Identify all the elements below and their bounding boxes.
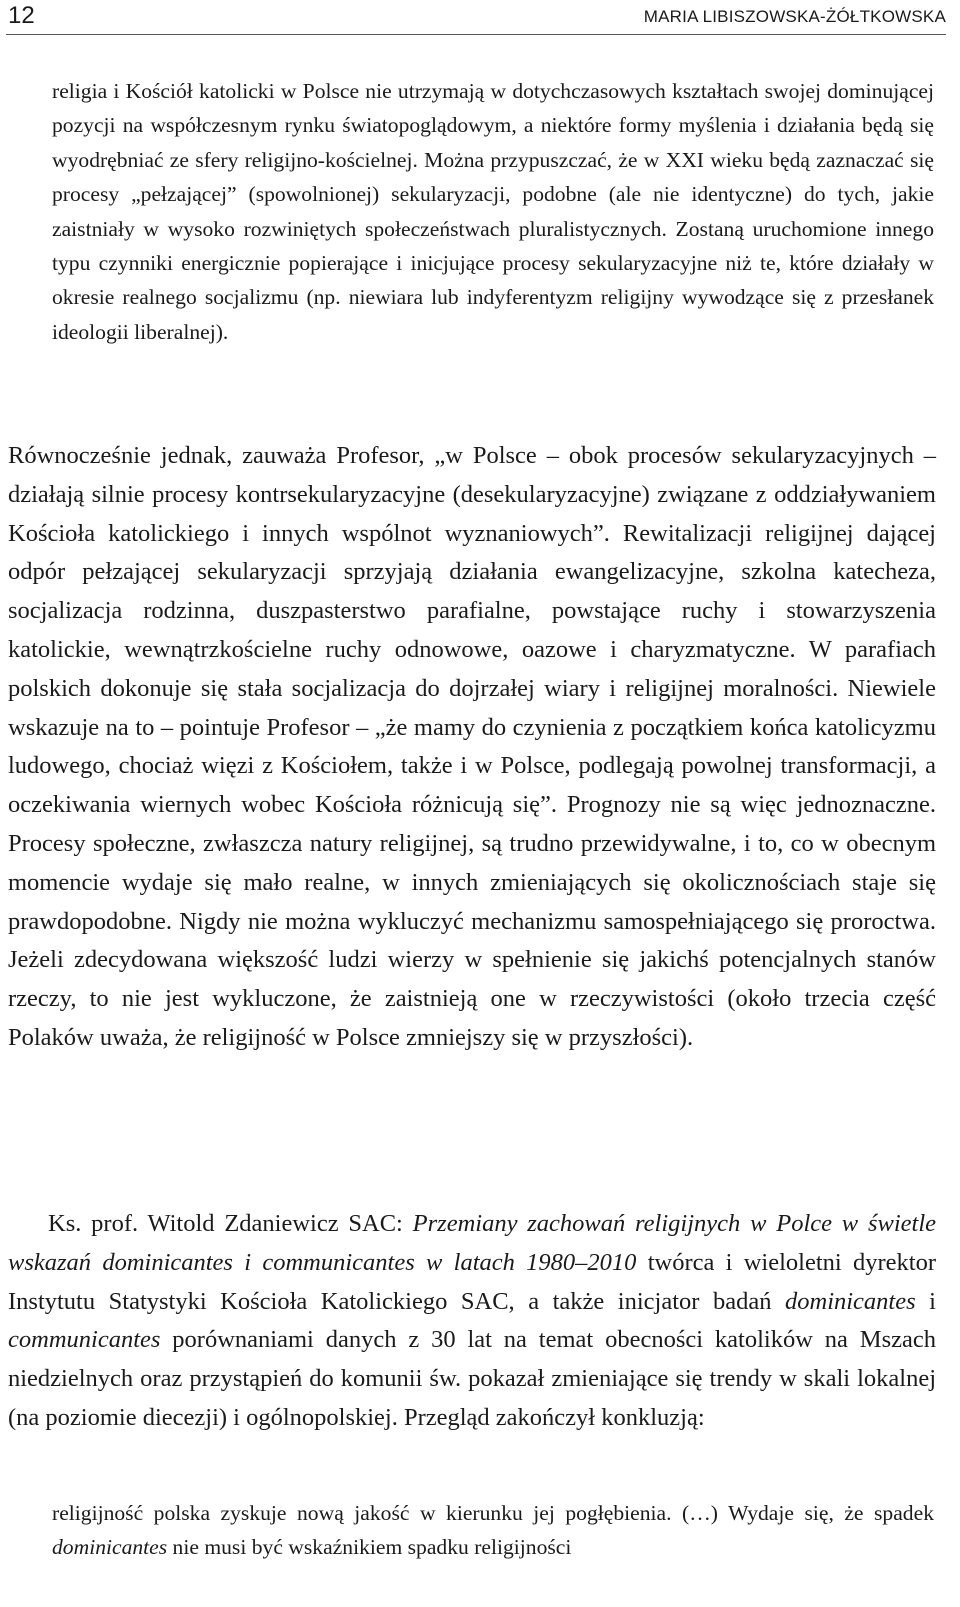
body-paragraph-1 [8, 437, 936, 1058]
quote-2-term-dominicantes: dominicantes [52, 1535, 168, 1560]
running-head-author: MARIA LIBISZOWSKA-ŻÓŁTKOWSKA [643, 7, 946, 26]
author-intro: Ks. prof. Witold Zdaniewicz SAC: [48, 1210, 413, 1237]
quote-2-part-2: nie musi być wskaźnikiem spadku religijności [167, 1535, 572, 1560]
block-quote-1-text: religia i Kościół katolicki w Polsce nie utrzymają w dotychczasowych kształtach swojej dominującej pozycji na współczesnym rynku światopoglądowym, a niektóre formy myślenia i działania będą się wyodrębniać ze sfery religijno-kościelnej. Można przypuszczać, że w XXI wieku będą zaznaczać się procesy „pełzającej” (spowolnionej) sekularyzacji, podobne (ale nie identyczne) do tych, jakie zaistniały w wysoko rozwiniętych społeczeństwach pluralistycznych. Zostaną uruchomione innego typu czynniki energicznie popierające i inicjujące procesy sekularyzacyjne niż te, które działały w okresie realnego socjalizmu (np. niewiara lub indyferentyzm religijny wywodzące się z przesłanek ideologii liberalnej). [52, 79, 934, 344]
body-paragraph-2-text [8, 1205, 936, 1438]
paragraph-2-part-2: porównaniami danych z 30 lat na temat obecności katolików na Mszach niedzielnych oraz przystąpień do komunii św. pokazał zmieniające się trendy w skali lokalnej (na poziomie diecezji) i ogólnopolskiej. Przegląd zakończył konkluzją: [8, 1326, 936, 1431]
page-number: 12 [8, 2, 35, 29]
quote-2-part-1: religijność polska zyskuje nową jakość w kierunku jej pogłębienia. (…) Wydaje się, że spadek [52, 1501, 934, 1525]
conjunction: i [915, 1287, 936, 1315]
term-dominicantes: dominicantes [785, 1287, 916, 1315]
term-communicantes: communicantes [8, 1326, 161, 1354]
body-paragraph-2 [8, 1205, 936, 1438]
block-quote-1 [52, 74, 934, 349]
paragraph-2-part-1: twórca i wieloletni dyrektor Instytutu Statystyki Kościoła Katolickiego SAC, a także inicjator badań [8, 1248, 936, 1315]
cited-work-title: Przemiany zachowań religijnych w Polce w świetle wskazań dominicantes i communicantes w latach 1980–2010 [8, 1210, 936, 1276]
page-header [6, 0, 946, 35]
block-quote-2 [52, 1496, 934, 1565]
block-quote-2-text [52, 1496, 934, 1565]
body-paragraph-1-text: Równocześnie jednak, zauważa Profesor, „w Polsce – obok procesów sekularyzacyjnych – działają silnie procesy kontrsekularyzacyjne (desekularyzacyjne) związane z oddziaływaniem Kościoła katolickiego i innych wspólnot wyznaniowych”. Rewitalizacji religijnej dającej odpór pełzającej sekularyzacji sprzyjają działania ewangelizacyjne, szkolna katecheza, socjalizacja rodzinna, duszpasterstwo parafialne, powstające ruchy i stowarzyszenia katolickie, wewnątrzkościelne ruchy odnowowe, oazowe i charyzmatyczne. W parafiach polskich dokonuje się stała socjalizacja do dojrzałej wiary i religijnej moralności. Niewiele wskazuje na to – pointuje Profesor – „że mamy do czynienia z początkiem końca katolicyzmu ludowego, chociaż więzi z Kościołem, także i w Polsce, podlegają powolnej transformacji, a oczekiwania wiernych wobec Kościoła różnicują się”. Prognozy nie są więc jednoznaczne. Procesy społeczne, zwłaszcza natury religijnej, są trudno przewidywalne, i to, co w obecnym momencie wydaje się mało realne, w innych zmieniających się okolicznościach staje się prawdopodobne. Nigdy nie można wykluczyć mechanizmu samospełniającego się proroctwa. Jeżeli zdecydowana większość ludzi wierzy w spełnienie się jakichś potencjalnych stanów rzeczy, to nie jest wykluczone, że zaistnieją one w rzeczywistości (około trzecia część Polaków uważa, że religijność w Polsce zmniejszy się w przyszłości). [8, 442, 936, 1051]
